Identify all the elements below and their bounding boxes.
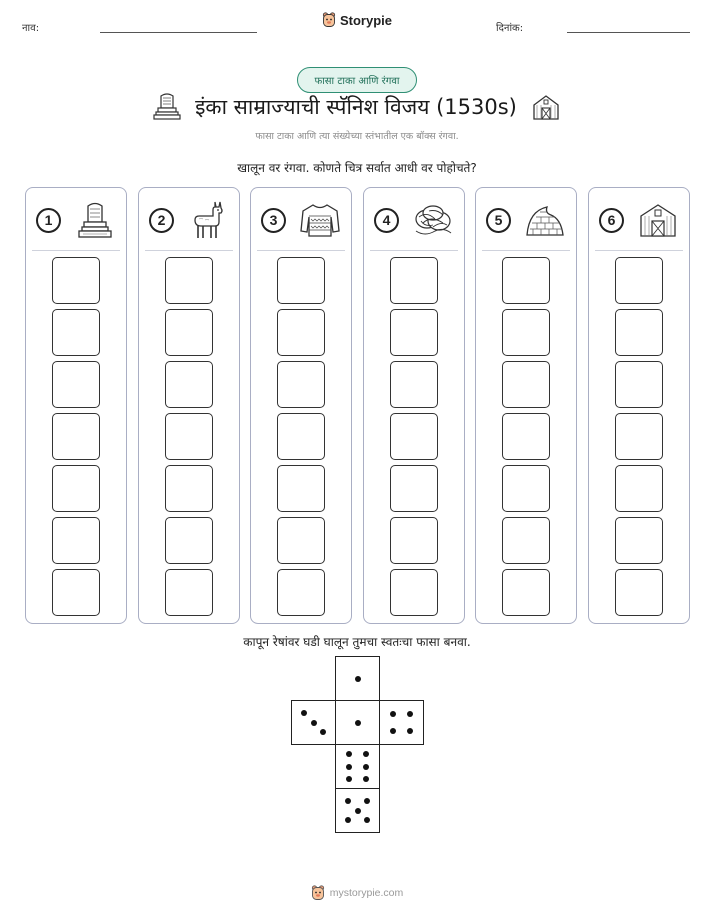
color-box[interactable]: [277, 257, 325, 304]
die-pip: [363, 776, 369, 782]
color-box[interactable]: [52, 465, 100, 512]
column-5: [475, 187, 577, 624]
die-pip: [363, 764, 369, 770]
color-box[interactable]: [615, 309, 663, 356]
llama-icon: [187, 199, 229, 241]
color-box[interactable]: [277, 465, 325, 512]
column-1: [25, 187, 127, 624]
storypie-mascot-icon: [322, 12, 336, 28]
die-pip: [346, 764, 352, 770]
color-box[interactable]: [52, 309, 100, 356]
color-box[interactable]: [615, 569, 663, 616]
igloo-icon: [524, 199, 566, 241]
throne-icon: [153, 92, 181, 122]
color-box[interactable]: [52, 517, 100, 564]
color-box[interactable]: [52, 361, 100, 408]
color-box[interactable]: [165, 517, 213, 564]
die-pip: [320, 729, 326, 735]
date-line[interactable]: [567, 32, 690, 33]
die-pip: [345, 798, 351, 804]
date-label: दिनांक:: [496, 23, 524, 34]
color-box[interactable]: [277, 361, 325, 408]
color-box[interactable]: [502, 569, 550, 616]
color-box[interactable]: [615, 361, 663, 408]
barn-icon: [637, 199, 679, 241]
die-pip: [345, 817, 351, 823]
column-number: 3: [261, 208, 286, 233]
color-box[interactable]: [390, 465, 438, 512]
color-box[interactable]: [390, 309, 438, 356]
die-pip: [355, 720, 361, 726]
column-number: 6: [599, 208, 624, 233]
color-box[interactable]: [165, 309, 213, 356]
die-pip: [364, 798, 370, 804]
instruction: खालून वर रंगवा. कोणते चित्र सर्वात आधी वर पोहोचते?: [237, 161, 477, 175]
yarn-icon: [412, 199, 454, 241]
color-box[interactable]: [390, 413, 438, 460]
die-pip: [346, 751, 352, 757]
die-pip: [301, 710, 307, 716]
die-face: [379, 700, 424, 745]
color-box[interactable]: [502, 465, 550, 512]
die-pip: [390, 711, 396, 717]
subtitle: फासा टाका आणि त्या संख्येच्या स्तंभातील एक बॉक्स रंगवा.: [255, 131, 459, 142]
die-face: [291, 700, 336, 745]
die-pip: [407, 711, 413, 717]
color-box[interactable]: [390, 517, 438, 564]
die-pip: [363, 751, 369, 757]
column-3: [250, 187, 352, 624]
color-box[interactable]: [390, 361, 438, 408]
column-number: 2: [149, 208, 174, 233]
color-box[interactable]: [277, 569, 325, 616]
color-box[interactable]: [277, 309, 325, 356]
activity-badge: फासा टाका आणि रंगवा: [297, 67, 417, 93]
column-header: [145, 198, 233, 242]
color-box[interactable]: [615, 465, 663, 512]
column-number: 4: [374, 208, 399, 233]
page-title: इंका साम्राज्याची स्पॅनिश विजय (1530s): [195, 95, 517, 119]
storypie-mascot-icon: [311, 885, 325, 901]
storypie-logo: [0, 12, 714, 28]
color-box[interactable]: [390, 569, 438, 616]
color-box[interactable]: [277, 413, 325, 460]
footer-url: mystorypie.com: [329, 887, 404, 899]
die-face: [335, 744, 380, 789]
die-face: [335, 788, 380, 833]
die-pip: [346, 776, 352, 782]
column-header: [370, 198, 458, 242]
die-pip: [311, 720, 317, 726]
name-label: नाव:: [22, 23, 40, 34]
die-pip: [355, 808, 361, 814]
column-number: 5: [486, 208, 511, 233]
barn-icon: [531, 93, 561, 121]
color-box[interactable]: [615, 413, 663, 460]
column-4: [363, 187, 465, 624]
color-box[interactable]: [165, 361, 213, 408]
title-row: [0, 90, 714, 124]
column-header: [257, 198, 345, 242]
color-box[interactable]: [165, 569, 213, 616]
column-6: [588, 187, 690, 624]
die-pip: [364, 817, 370, 823]
color-box[interactable]: [502, 517, 550, 564]
color-box[interactable]: [502, 413, 550, 460]
color-box[interactable]: [277, 517, 325, 564]
logo-text: Storypie: [339, 12, 392, 28]
die-face: [335, 656, 380, 701]
color-box[interactable]: [502, 257, 550, 304]
throne-icon: [74, 199, 116, 241]
column-number: 1: [36, 208, 61, 233]
color-box[interactable]: [52, 569, 100, 616]
color-box[interactable]: [502, 361, 550, 408]
column-header: [32, 198, 120, 242]
color-box[interactable]: [390, 257, 438, 304]
sweater-icon: [299, 199, 341, 241]
column-header: [595, 198, 683, 242]
die-pip: [390, 728, 396, 734]
color-box[interactable]: [165, 413, 213, 460]
cut-instruction: कापून रेषांवर घडी घालून तुमचा स्वतःचा फासा बनवा.: [243, 635, 471, 649]
column-2: [138, 187, 240, 624]
name-line[interactable]: [100, 32, 257, 33]
column-header: [482, 198, 570, 242]
color-box[interactable]: [165, 465, 213, 512]
color-box[interactable]: [52, 413, 100, 460]
footer: [0, 885, 714, 901]
die-face: [335, 700, 380, 745]
color-box[interactable]: [165, 257, 213, 304]
color-box[interactable]: [52, 257, 100, 304]
color-box[interactable]: [615, 257, 663, 304]
die-pip: [407, 728, 413, 734]
color-box[interactable]: [615, 517, 663, 564]
color-box[interactable]: [502, 309, 550, 356]
die-pip: [355, 676, 361, 682]
